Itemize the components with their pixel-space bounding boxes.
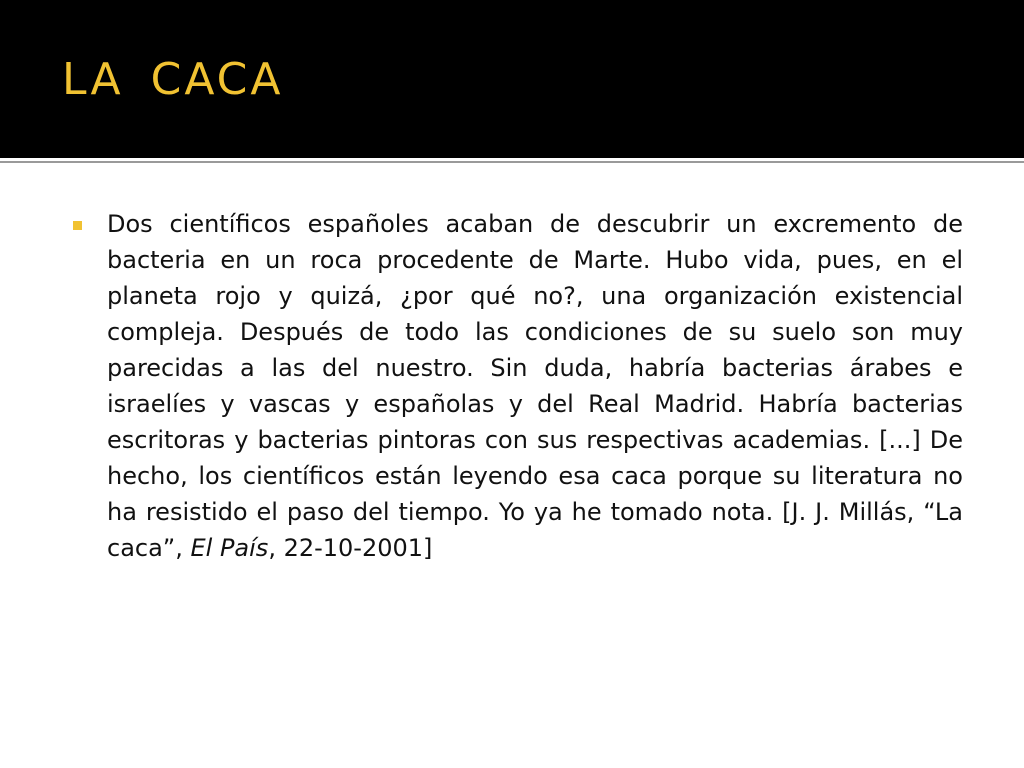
square-bullet-icon: [73, 221, 82, 230]
header-divider: [0, 158, 1024, 167]
paragraph-main-text: Dos científicos españoles acaban de descubrir un excremento de bacteria en un roca procedente de Marte. Hubo vida, pues, en el planeta rojo y quizá, ¿por qué no?, una organización existencial compleja. Después de todo las condiciones de su suelo son muy parecidas a las del nuestro. Sin duda, habría bacterias árabes e israelíes y vascas y españolas y del Real Madrid. Habría bacterias escritoras y bacterias pintoras con sus respectivas academias. [...] De hecho, los científicos están leyendo esa caca porque su literatura no ha resistido el paso del tiempo. Yo ya he tomado nota. [J. J. Millás, “La caca”,: [107, 210, 963, 562]
slide-title: LA CACA: [62, 54, 284, 105]
slide-content: [0, 167, 1024, 768]
newspaper-title: El País: [190, 534, 269, 562]
slide-header: [0, 0, 1024, 158]
bullet-paragraph: [107, 206, 963, 566]
paragraph-date-text: , 22-10-2001]: [268, 534, 433, 562]
